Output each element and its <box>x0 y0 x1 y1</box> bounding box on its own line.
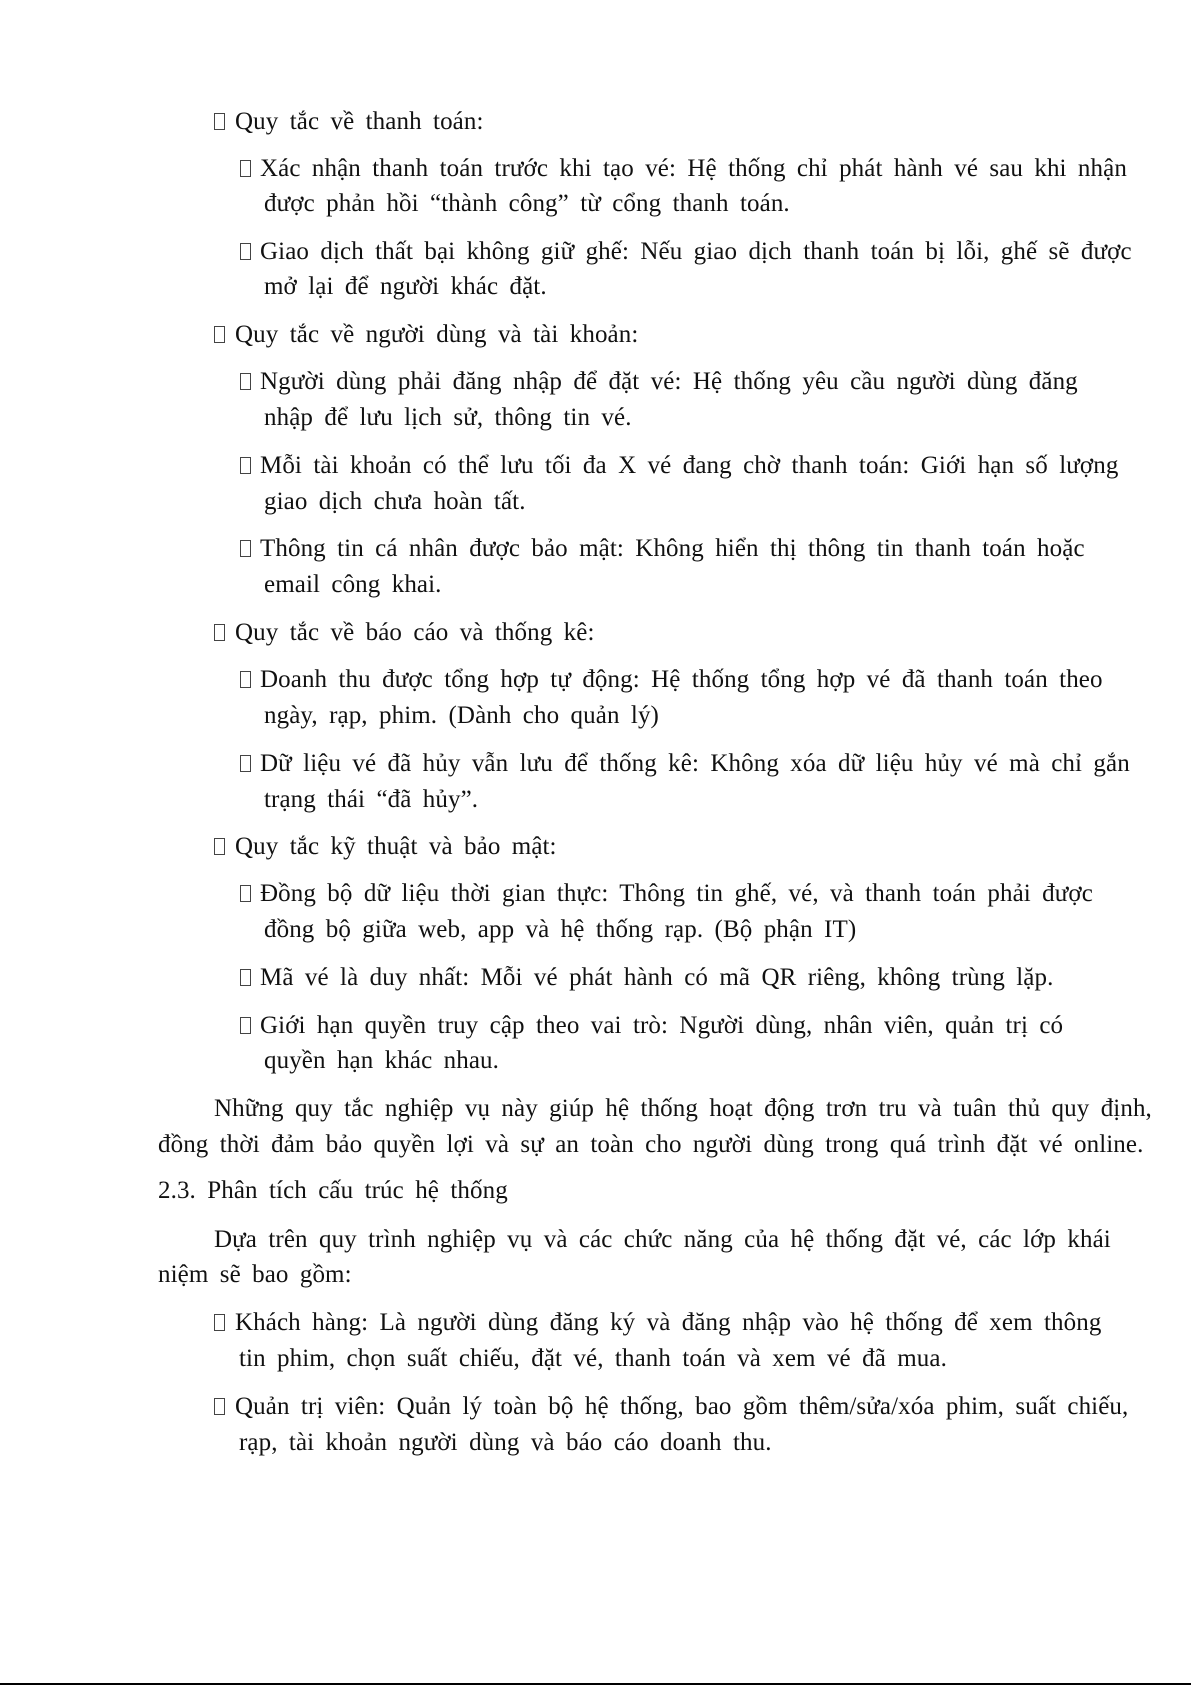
list-item-continuation: ngày, rạp, phim. (Dành cho quản lý) <box>264 702 659 729</box>
list-item-continuation: được phản hồi “thành công” từ cổng thanh toán. <box>264 190 790 217</box>
section-title: Quy tắc kỹ thuật và bảo mật: <box>214 831 557 863</box>
bullet-icon <box>240 540 251 557</box>
list-item-continuation: giao dịch chưa hoàn tất. <box>264 488 526 515</box>
list-item: Thông tin cá nhân được bảo mật: Không hiển thị thông tin thanh toán hoặc <box>240 533 1085 565</box>
class-item: Khách hàng: Là người dùng đăng ký và đăng nhập vào hệ thống để xem thông <box>214 1307 1101 1339</box>
class-item-continuation: rạp, tài khoản người dùng và báo cáo doanh thu. <box>239 1429 772 1456</box>
list-item: Giới hạn quyền truy cập theo vai trò: Người dùng, nhân viên, quản trị có <box>240 1010 1063 1042</box>
list-item: Người dùng phải đăng nhập để đặt vé: Hệ thống yêu cầu người dùng đăng <box>240 366 1078 398</box>
class-item: Quản trị viên: Quản lý toàn bộ hệ thống, bao gồm thêm/sửa/xóa phim, suất chiếu, <box>214 1391 1128 1423</box>
list-item: Giao dịch thất bại không giữ ghế: Nếu giao dịch thanh toán bị lỗi, ghế sẽ được <box>240 236 1132 268</box>
class-item-continuation: tin phim, chọn suất chiếu, đặt vé, thanh toán và xem vé đã mua. <box>239 1345 947 1372</box>
list-item: Dữ liệu vé đã hủy vẫn lưu để thống kê: Không xóa dữ liệu hủy vé mà chỉ gắn <box>240 748 1130 780</box>
bullet-icon <box>214 326 225 343</box>
intro-paragraph-continuation: niệm sẽ bao gồm: <box>158 1261 352 1288</box>
list-item-continuation: mở lại để người khác đặt. <box>264 273 547 300</box>
intro-paragraph: Dựa trên quy trình nghiệp vụ và các chức năng của hệ thống đặt vé, các lớp khái <box>214 1226 1111 1253</box>
bullet-icon <box>240 160 251 177</box>
list-item: Mã vé là duy nhất: Mỗi vé phát hành có mã QR riêng, không trùng lặp. <box>240 962 1053 994</box>
list-item: Đồng bộ dữ liệu thời gian thực: Thông tin ghế, vé, và thanh toán phải được <box>240 878 1093 910</box>
bullet-icon <box>240 243 251 260</box>
bullet-icon <box>240 457 251 474</box>
bullet-icon <box>214 1398 225 1415</box>
bullet-icon <box>214 624 225 641</box>
bullet-icon <box>214 113 225 130</box>
bullet-icon <box>240 1017 251 1034</box>
list-item-continuation: email công khai. <box>264 571 442 598</box>
summary-paragraph-continuation: đồng thời đảm bảo quyền lợi và sự an toàn cho người dùng trong quá trình đặt vé online. <box>158 1131 1144 1158</box>
list-item: Xác nhận thanh toán trước khi tạo vé: Hệ thống chỉ phát hành vé sau khi nhận <box>240 153 1127 185</box>
bullet-icon <box>214 1314 225 1331</box>
section-title: Quy tắc về người dùng và tài khoản: <box>214 319 638 351</box>
section-title: Quy tắc về báo cáo và thống kê: <box>214 617 595 649</box>
list-item: Mỗi tài khoản có thể lưu tối đa X vé đang chờ thanh toán: Giới hạn số lượng <box>240 450 1118 482</box>
section-heading: 2.3. Phân tích cấu trúc hệ thống <box>158 1177 508 1204</box>
bullet-icon <box>240 373 251 390</box>
bullet-icon <box>240 885 251 902</box>
bullet-icon <box>240 671 251 688</box>
bullet-icon <box>214 838 225 855</box>
list-item: Doanh thu được tổng hợp tự động: Hệ thống tổng hợp vé đã thanh toán theo <box>240 664 1103 696</box>
bullet-icon <box>240 755 251 772</box>
list-item-continuation: trạng thái “đã hủy”. <box>264 786 479 813</box>
list-item-continuation: nhập để lưu lịch sử, thông tin vé. <box>264 404 632 431</box>
summary-paragraph: Những quy tắc nghiệp vụ này giúp hệ thống hoạt động trơn tru và tuân thủ quy định, <box>214 1095 1152 1122</box>
list-item-continuation: đồng bộ giữa web, app và hệ thống rạp. (Bộ phận IT) <box>264 916 857 943</box>
section-title: Quy tắc về thanh toán: <box>214 106 484 138</box>
list-item-continuation: quyền hạn khác nhau. <box>264 1047 499 1074</box>
bullet-icon <box>240 969 251 986</box>
